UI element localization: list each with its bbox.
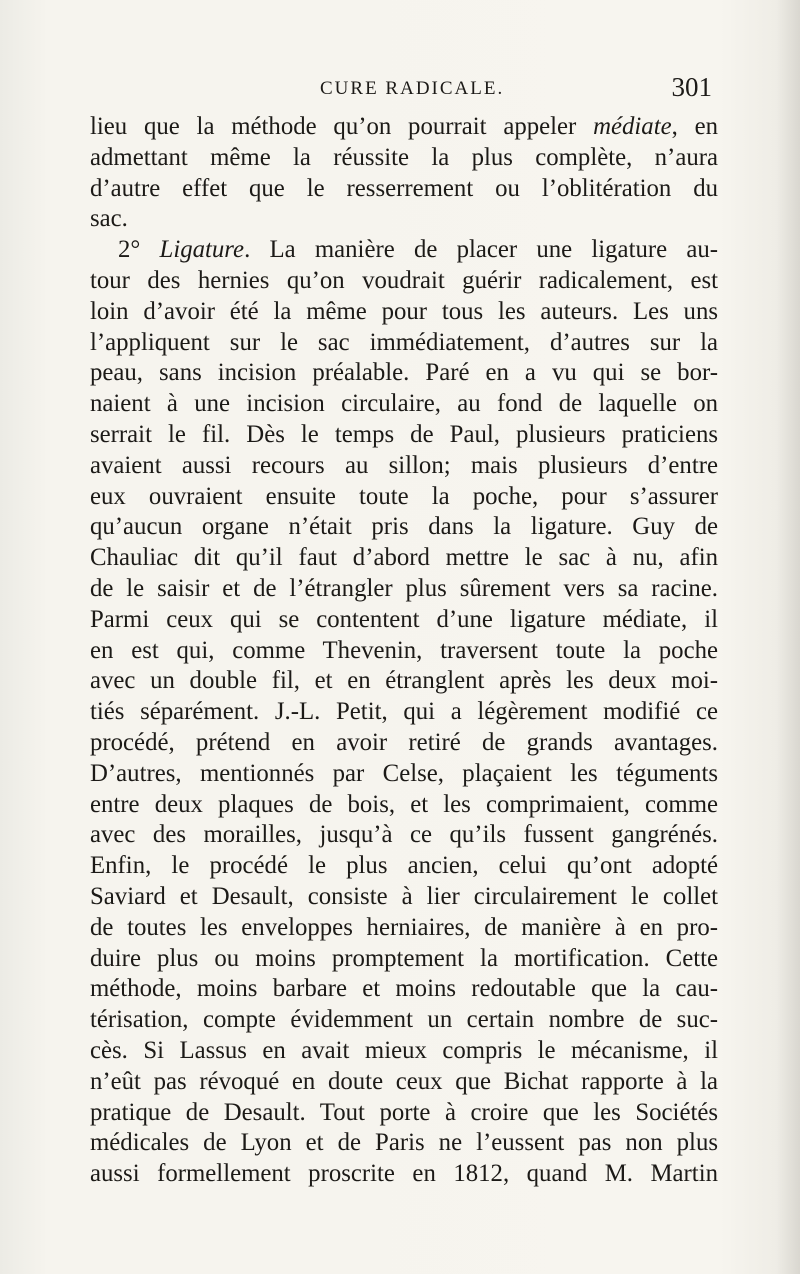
text-segment: . La manière de placer une ligature au- [244,236,719,264]
text-line [90,1005,718,1036]
text-segment: pratique de Desault. Tout porte à croire que les Sociétés [90,1098,718,1126]
text-segment: serrait le fil. Dès le temps de Paul, plusieurs praticiens [90,420,718,448]
text-line [90,666,718,697]
text-segment: eux ouvraient ensuite toute la poche, pour s’assurer [90,482,718,510]
running-head: CURE RADICALE. [320,78,505,99]
body-text [90,112,718,1190]
text-segment: de le saisir et de l’étrangler plus sûrement vers sa racine. [90,574,718,602]
text-segment: Saviard et Desault, consiste à lier circulairement le collet [90,882,718,910]
text-line [90,697,718,728]
text-line [90,759,718,790]
text-line [90,820,718,851]
text-line [90,543,718,574]
italic-term: médiate [593,113,672,140]
text-segment: sac. [90,205,128,233]
text-line [90,851,718,882]
text-segment: Chauliac dit qu’il faut d’abord mettre le sac à nu, afin [90,544,718,572]
text-segment: n’eût pas révoqué en doute ceux que Bichat rapporte à la [90,1067,718,1095]
text-segment: lieu que la méthode qu’on pourrait appeler [90,113,594,140]
text-segment: d’autre effet que le resserrement ou l’oblitération du [90,174,718,202]
text-line [90,574,718,605]
text-segment: tour des hernies qu’on voudrait guérir radicalement, est [90,266,718,294]
text-segment: D’autres, mentionnés par Celse, plaçaient les téguments [90,759,718,787]
text-segment: avec un double fil, et en étranglent après les deux moi- [90,667,718,695]
text-line [90,451,718,482]
text-line [90,913,718,944]
text-line [90,1098,718,1129]
text-line [90,790,718,821]
text-line [90,512,718,543]
text-segment: avec des morailles, jusqu’à ce qu’ils fussent gangrénés. [90,821,718,849]
text-line [90,974,718,1005]
text-segment: avaient aussi recours au sillon; mais plusieurs d’entre [90,451,718,479]
text-line [90,1159,718,1190]
text-line [90,328,718,359]
text-line [90,204,718,235]
text-segment: peau, sans incision préalable. Paré en a vu qui se bor- [90,359,718,387]
text-line [90,358,718,389]
text-segment: de toutes les enveloppes herniaires, de manière à en pro- [90,913,718,941]
text-segment: méthode, moins barbare et moins redoutable que la cau- [90,975,718,1003]
text-segment: qu’aucun organe n’était pris dans la ligature. Guy de [90,513,718,541]
text-line [90,420,718,451]
text-line [90,1128,718,1159]
text-line [90,389,718,420]
text-line [90,112,718,143]
italic-term: Ligature [159,236,245,264]
text-segment: Enfin, le procédé le plus ancien, celui qu’ont adopté [90,852,718,880]
text-line [90,882,718,913]
text-line [90,605,718,636]
text-segment: en est qui, comme Thevenin, traversent toute la poche [90,636,718,664]
text-segment: 2° [118,236,160,264]
text-line [90,728,718,759]
text-line [90,174,718,205]
text-segment: admettant même la réussite la plus complète, n’aura [90,143,718,171]
page-header [88,70,720,110]
text-line [90,636,718,667]
text-segment: Parmi ceux qui se contentent d’une ligature médiate, il [90,605,718,633]
text-line [90,297,718,328]
text-segment: aussi formellement proscrite en 1812, quand M. Martin [90,1160,718,1188]
text-segment: médicales de Lyon et de Paris ne l’eussent pas non plus [90,1129,718,1157]
text-segment: , en [671,113,718,140]
text-segment: entre deux plaques de bois, et les comprimaient, comme [90,790,718,818]
page-number: 301 [671,72,712,102]
text-line [90,1067,718,1098]
text-line [90,266,718,297]
text-line [90,944,718,975]
page-edge-shadow [776,0,800,1274]
text-line [90,1036,718,1067]
text-line [90,235,718,266]
text-segment: naient à une incision circulaire, au fond de laquelle on [90,390,718,418]
text-segment: l’appliquent sur le sac immédiatement, d’autres sur la [90,328,718,356]
text-segment: loin d’avoir été la même pour tous les auteurs. Les uns [90,297,718,325]
text-segment: térisation, compte évidemment un certain nombre de suc- [90,1006,718,1034]
text-segment: tiés séparément. J.-L. Petit, qui a légèrement modifié ce [90,698,718,726]
text-segment: duire plus ou moins promptement la mortification. Cette [90,944,718,972]
text-line [90,143,718,174]
text-line [90,482,718,513]
text-segment: procédé, prétend en avoir retiré de grands avantages. [90,728,718,756]
text-segment: cès. Si Lassus en avait mieux compris le mécanisme, il [90,1036,718,1064]
